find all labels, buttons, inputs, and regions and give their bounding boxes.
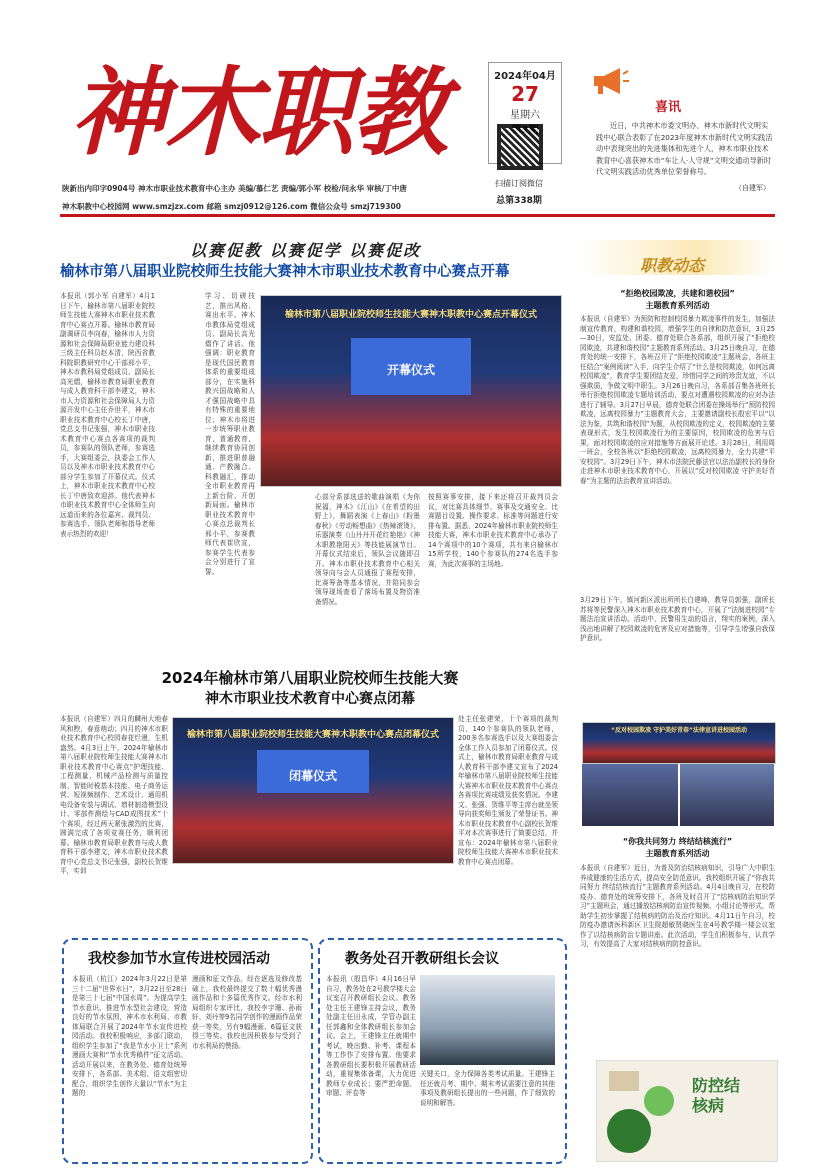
photo-banner: 榆林市第八届职业院校师生技能大赛神木职教中心赛点闭幕仪式	[186, 729, 439, 740]
closing-subheadline[interactable]: 神木市职业技术教育中心赛点闭幕	[205, 691, 415, 707]
total-issue: 总第338期	[496, 196, 542, 206]
tb-prevention-poster	[596, 1060, 778, 1162]
teaching-meeting-col2: 关键关口，全力保障各类考试质量。王建锋主任还就月考、期中、期末考试需要注意的其他事项及教研组长提出的一些问题，作了细致的说明和解答。	[420, 1070, 555, 1107]
photo-banner: 榆林市第八届职业院校师生技能大赛神木职教中心赛点开幕仪式	[284, 310, 537, 321]
megaphone-icon	[590, 66, 630, 96]
qr-code-icon[interactable]	[497, 124, 543, 170]
story2-body: 本报讯（自建军）近日，为普及防治结核病知识，引导广大中职生养成健康的生活方式，提高安全防范意识。我校组织开展了“你我共同努力 终结结核流行”主题教育系列活动。4月4日晚自习，在校防疫办、德育处的统筹安排下，各班及时召开了“结核病防治知识学习”主题班会，通过播放结核病防治宣传视频、小组讨论等形式，帮助学生初步掌握了结核病的防治及治疗知识。4月11日午自习，校防疫办邀请医科新区卫生院超敏贤晓医生在4号教学楼一楼会议室作了以结核病防治专题讲座。此次活动，学生们积极参与，认真学习，有效提高了大家对结核病的防控意识。	[580, 864, 775, 948]
water-saving-col1: 本报讯（杭江）2024年3月22日是第三十二届“世界水日”，3月22日至28日是第三十七届“中国水周”。为提高学生节水意识，推进节水型社会建设，营造良好的节水氛围，神木市水利局、市教体局联合开展了2024年节水宣传进校园活动。我校积极响应，多部门联动，组织学生参加了“我是节水小卫士”系列漫画大赛和“节水优秀稿件”征文活动。活动开展以来，在教务处、德育处统筹安排下，各系部、美术组、语文组密切配合，组织学生创作大量以“节水”为主题的	[72, 975, 187, 1097]
meeting-photo	[420, 975, 555, 1065]
story1-body-continued: 3月29日下午，镇河新区派出所所长白建峰，教导员郭强，副所长苏将等民警深入神木市职业技术教育中心，开展了“法制进校园”专题法治宣讲活动。活动中，民警用生动的语言，翔实的案例，深入浅出地讲解了校园欺凌的危害及应对措施等，引导学生增强自我保护意识。	[580, 596, 775, 642]
date-month: 2024年04月	[494, 71, 556, 82]
water-saving-col2: 漫画和征文作品，经在逐选及修改基础上，我校最终提交了数十幅优秀漫画作品和十多篇优秀作文。经市水利局组织专家评比，我校李宇珊、孙雨轩、刘丹等9名同学创作的漫画作品荣获一等奖，另有9幅漫画、6篇征文获得三等奖。我校也因积极参与受到了市水利局的赞扬。	[192, 975, 302, 1050]
photo-caption: “反对校园欺凌 守护美好青春”法律宣讲进校园活动	[611, 727, 747, 735]
lead-body-col2c	[205, 540, 310, 655]
photo-screen	[351, 338, 471, 395]
photo-screen	[257, 750, 369, 794]
qr-label: 扫描订阅微信	[495, 179, 543, 188]
lead-body-col1: 本报讯（郭小军 自建军）4月1日下午，榆林市第八届职业院校师生技能大赛神木市职业技术教育中心赛点开幕。榆林市教育局副调研员李向春，榆林市人力资源和社会保障局职业能力建设科三级主任科员赵本清，陕西省教科院职教研究中心干部邢小平，神木市教科局党组成员、副局长高光熠，榆林市教育局职业教育与成人教育科干部李建文，神木市人力资源和社会保障局人力资源开发中心主任乔世平，神木市职业技术教育中心校长丁中唐，党总支书记张强，神木市职业技术教育中心赛点各赛项的裁判员，参赛队的领队老师，参赛选手，大赛组委会，执委会工作人员以及神木市职业技术教育中心部分学生参加了开幕仪式。仪式上，神木市职业技术教育中心校长丁中唐致欢迎辞。他代表神木市职业技术教育中心全体师生向远道而来的各位嘉宾、裁判员、参赛选手、领队老师和指导老师表示热烈的欢迎！	[60, 292, 155, 538]
closing-ceremony-photo	[172, 717, 454, 864]
lecture-photo-right	[680, 764, 774, 826]
publication-info: 陕新出内印字0904号 神木市职业技术教育中心主办 美编/慕仁艺 责编/郭小军 校检/问永华 审核/丁中唐	[62, 184, 407, 193]
date-day: 27	[511, 82, 539, 106]
story1-body: 本报讯（自建军）为预防和控制校园暴力欺凌事件的发生，加强法制宣传教育，构建和谐校园，增强学生的自律和防范意识，3月25—30日，安监处、团委、德育处联合各系部，组织开展了“拒绝校园欺凌，共建和谐校园”主题教育系列活动。3月25日晚自习，在德育处的统一安排下，各班召开了“拒绝校园欺凌”主题班会，各班主任结合“案例阅读”入手，向学生介绍了“什么是校园欺凌，如何远离校园欺凌”，教育学生要团结友爱，珍惜同学之间的珍贵友谊，不以强欺弱，争做文明中职生。3月26日晚自习，各系部召集各班班长举行拒绝校园欺凌专题培训活动，要点对遭遇校园欺凌的应对办法进行了辅导。3月27日早晨，德育处联合团委在操场举行“预防校园欺凌，远离校园暴力”主题教育大会，主要邀请副校长殷宏平以“以法为鉴，共筑和谐校园”为题，从校园欺凌的定义，校园欺凌的主要表现形式，发生校园欺凌行为的主要原因，校园欺凌的危害与后果，面对校园欺凌的应对措施等方面展开论述。3月28日，利用周一班会，全校各班以“拒绝校园欺凌，远离校园暴力，全力共建“平安校园”。3月29日下午，神木市法院民藤法官以法治副校长的身份走进神木市职业技术教育中心，开展以“反对校园欺凌 守护美好青春”为主题的法治教育宣讲活动。	[580, 315, 775, 485]
story1-subtitle[interactable]: “拒绝校园欺凌，共建和谐校园”	[620, 289, 735, 298]
lecture-photo-left	[582, 764, 678, 826]
teaching-meeting-col1: 本报讯（殷昌华）4月16日早自习，教务处在2号教学楼大会议室召开教研组长会议。教务处主任王建锋主持会议，教务处副主任田永成，学管办副主任郭鑫和全体教研组长参加会议。会上，王建锋主任就期中考试，晚出勤、补考、课程本等工作作了安排布置。他要求各教研组长要积极开展教研活动，重视集体备课，大力促进教师专业成长；要严把命题、审题、评卷等	[326, 975, 416, 1097]
photo-screen-text: 开幕仪式	[386, 362, 435, 377]
lead-body-col3: 心部分系部选送的歌曲演唱《为你祝福，神木》《江山》《在希望的田野上》，舞蹈表演《上春山》《粉墨春秋》《劳动畅想曲》《热辣滚烫》，乐器演奏《山丹丹开花红艳艳》《神木职教艳阳天》等技能展演节目。开幕仪式结束后，领队会议随即召开。神木市职业技术教育中心相关领导向与会人员通报了赛程安排，比赛筹备等基本情况，并陪同参会领导现场查看了落场布置及物资准备情况。	[315, 493, 420, 606]
closing-body-col2: 处主任张建荣，十个赛项的裁判员，140个参赛队的领队老师，200多名参赛选手以及大赛组委会全体工作人员参加了闭幕仪式。仪式上，榆林市教育局职业教育与成人教育科干部李建文宣布了2024年榆林市第八届职业院校师生技能大赛神木市职业技术教育中心赛点各赛项比赛成绩及获奖情况。李建文、张强、贺维平等主席台就坐领导向获奖师生颁发了荣誉证书。神木市职业技术教育中心副校长贺维平对本次赛事进行了简要总结，并宣布：2024年榆林市第八届职业院校师生技能大赛神木市职业技术教育中心赛点闭幕。	[458, 715, 558, 866]
closing-body-col1: 本报讯（自建军）四月的麟州大地春风和煦，春意萌动；四月的神木市职业技术教育中心校园春花烂漫，生机盎然。4月3日上午，2024年榆林市第八届职业院校师生技能大赛神木市职业技术教育中心赛点“护理技能、工程测量、机械产品检测与质量控制、智能时税基本技能、电子商务运营、短视频制作、艺术设计、通用机电设备安装与调试、增材制造模型设计、零部件测绘与CAD成图技术”十个赛项，经过两天紧张激烈的比赛，圆满完成了各项竞赛任务，顺利闭幕。榆林市教育局职业教育与成人教育科干部李建文，神木市职业技术教育中心党总支书记张强，副校长贺维平，实训	[60, 715, 168, 875]
lead-body-col2b	[160, 292, 202, 652]
story2-subtitle[interactable]: “你我共同努力 终结结核流行”	[622, 837, 733, 846]
weekday: 星期六	[510, 110, 540, 121]
lecture-photo-top	[582, 722, 776, 764]
slogan: 以赛促教 以赛促学 以赛促改	[190, 241, 422, 260]
masthead-divider	[60, 214, 775, 217]
lead-body-col4: 按照赛事安排，接下来还将召开裁判员会议，对比赛具体细节、赛事及交通安全、比赛题目设置、操作要求、标准等问题进行安排布置。据悉，2024年榆林市职业院校师生技能大赛，神木市职业技术教育中心承办了14个赛项中的10个赛项，共有来自榆林市15所学校，140个参赛队的274名选手参赛，为此次赛事的主场地。	[428, 493, 558, 568]
story1-subtitle2: 主题教育系列活动	[645, 301, 710, 310]
news-flash-title: 喜讯	[655, 100, 682, 115]
news-flash-author: （自建军）	[735, 184, 770, 192]
teaching-meeting-title[interactable]: 教务处召开教研组长会议	[345, 951, 499, 967]
closing-headline[interactable]: 2024年榆林市第八届职业院校师生技能大赛	[161, 669, 459, 687]
story2-subtitle2: 主题教育系列活动	[645, 849, 710, 858]
lead-body-col2: 学习、切磋技艺，推出风格、赛出水平。神木市教体局党组成员、副局长高光熠作了讲话。他强调：职业教育是现代国民教育体系的重要组成部分，在实施科教兴国战略和人才强国战略中具有特殊的重要地位；神木市将进一步统筹职业教育，普通教育，继续教育协同创新，推进职普融通、产教融合、科教融汇，推动全市职业教育再上新台阶、开创新局面。榆林市职业技术教育中心赛点总裁判长邢小平，参赛教师代表崔欣宣，参赛学生代表参会分别进行了宣誓。	[205, 292, 255, 576]
lead-headline[interactable]: 榆林市第八届职业院校师生技能大赛神木市职业技术教育中心赛点开幕	[60, 264, 510, 280]
contact-info: 神木职教中心校园网 www.smzjzx.com 邮箱 smzj0912@126.com 微信公众号 smzj719300	[62, 202, 401, 211]
opening-ceremony-photo	[260, 295, 562, 487]
photo-screen-text: 闭幕仪式	[288, 769, 337, 784]
news-flash-body: 近日，中共神木市委文明办、神木市新时代文明实践中心联合表彰了在2023年度神木市新时代文明实践活动中表现突出的先进集体和先进个人，神木市职业技术教育中心喜获神木市“车让人·人守规”文明交通动导新时代文明实践活动优秀单位荣誉称号。	[596, 121, 773, 176]
poster-text: 防控结核病	[692, 1076, 741, 1115]
masthead-title: 神木职教	[70, 56, 446, 169]
section-title: 职教动态	[640, 256, 705, 275]
water-saving-title[interactable]: 我校参加节水宣传进校园活动	[88, 951, 270, 967]
